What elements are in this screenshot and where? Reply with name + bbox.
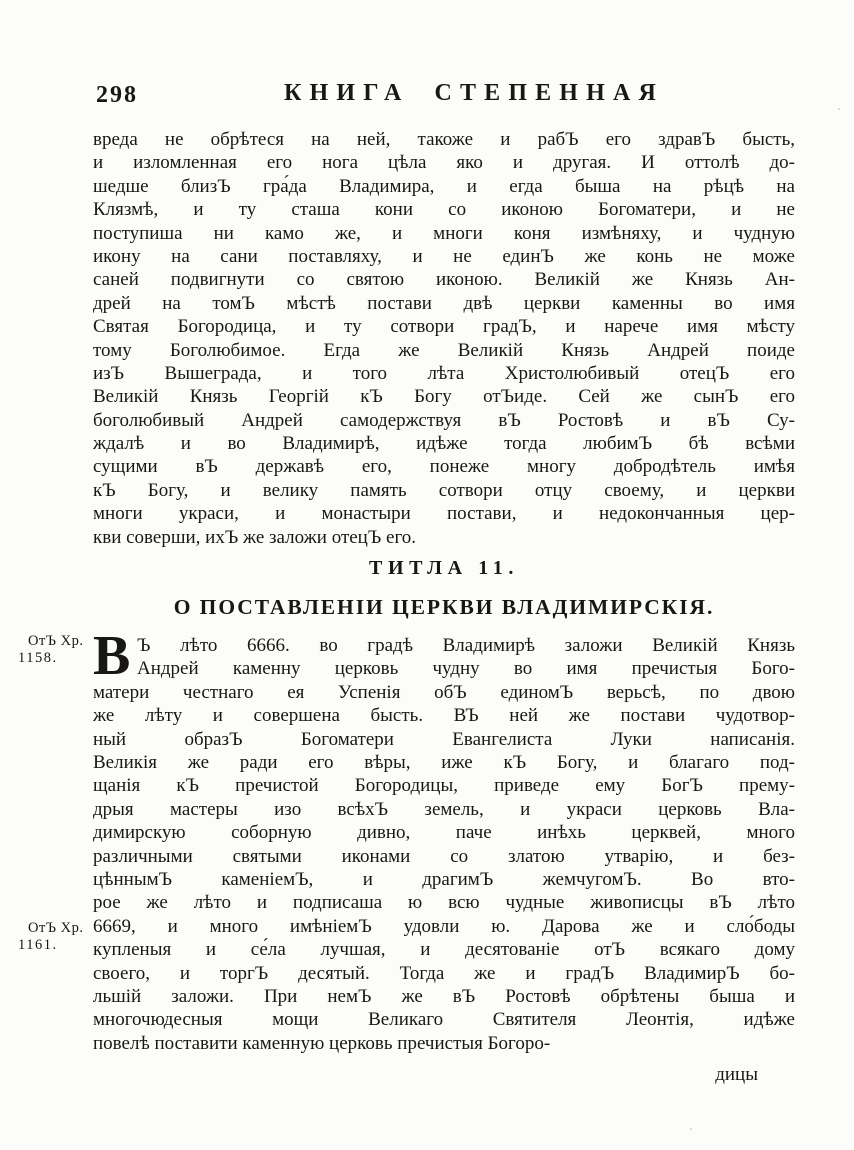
text-line: Великій Князь Георгій кЪ Богу отЪиде. Сей же сынЪ его [93, 386, 795, 408]
text-line: боголюбивый Андрей самодержствуя вЪ Ростовѣ и вЪ Су- [93, 409, 795, 431]
running-title: КНИГА СТЕПЕННАЯ [284, 80, 664, 106]
page-number: 298 [96, 82, 138, 108]
text-line: поступиша ни камо же, и многи коня измѣняху, и чудную [93, 222, 795, 244]
text-line: дрыя мастеры изо всѣхЪ земель, и украси церковь Вла- [93, 798, 795, 820]
text-line: ный образЪ Богоматери Евангелиста Луки написанія. [93, 728, 795, 750]
text-line: рое же лѣто и подписаша ю всю чудные живописцы вЪ лѣто [93, 892, 795, 914]
text-line: 6669, и много имѣніемЪ удовли ю. Дарова же и сло́боды [93, 915, 795, 937]
margin-note-year-1161 [16, 920, 100, 954]
text-line: ждалѣ и во Владимирѣ, идѣже тогда любимЪ бѣ всѣми [93, 433, 795, 455]
text-line: Ъ лѣто 6666. во градѣ Владимирѣ заложи Великій Князь [137, 635, 795, 657]
scan-speck [838, 108, 840, 110]
text-line: шедше близЪ гра́да Владимира, и егда быша на рѣцѣ на [93, 175, 795, 197]
text-line: и изломленная его нога цѣла яко и другая. И оттолѣ до- [93, 152, 795, 174]
text-line: повелѣ поставити каменную церковь пречистыя Богоро- [93, 1032, 551, 1054]
text-line: кви соверши, ихЪ же заложи отецЪ его. [93, 526, 417, 548]
text-line: многи украси, и монастыри постави, и недокончанныя цер- [93, 503, 795, 525]
text-line: своего, и торгЪ десятый. Тогда же и градЪ ВладимирЪ бо- [93, 962, 795, 984]
text-line: многочюдесныя мощи Великаго Святителя Леонтія, идѣже [93, 1009, 795, 1031]
margin-note-year-1158 [16, 633, 100, 667]
margin-note-year: 1161. [18, 937, 58, 953]
text-line: изЪ Вышеграда, и того лѣта Христолюбивый отецЪ его [93, 362, 795, 384]
scan-speck [690, 1128, 692, 1130]
margin-note-label: ОтЪ Хр. [28, 920, 84, 936]
text-line: щанія кЪ пречистой Богородицы, приведе ему БогЪ прему- [93, 775, 795, 797]
text-line: тому Боголюбимое. Егда же Великій Князь Андрей поиде [93, 339, 795, 361]
section-paragraph [93, 625, 795, 1055]
section-number-heading: ТИТЛА 11. [369, 557, 519, 580]
catchword: дицы [715, 1064, 758, 1085]
text-line: различными святыми иконами со златою утварію, и без- [93, 845, 795, 867]
paragraph-continuation [93, 128, 795, 549]
section-title-heading: О ПОСТАВЛЕНІИ ЦЕРКВИ ВЛАДИМИРСКІЯ. [173, 595, 715, 620]
text-line: сущими вЪ державѣ его, понеже многу добродѣтель имѣя [93, 456, 795, 478]
text-line: Клязмѣ, и ту сташа кони со иконою Богоматери, и не [93, 199, 795, 221]
text-line: дрей на томЪ мѣстѣ постави двѣ церкви каменны во имя [93, 292, 795, 314]
text-line: вреда не обрѣтеся на ней, такоже и рабЪ его здравЪ бысть, [93, 129, 795, 150]
text-line: Великія же ради его вѣры, иже кЪ Богу, и благаго под- [93, 751, 795, 773]
text-line: саней подвигнути со святою иконою. Великій же Князь Ан- [93, 269, 795, 291]
text-line: икону на сани поставляху, и не единЪ же конь не може [93, 245, 795, 267]
margin-note-year: 1158. [18, 650, 58, 666]
margin-note-label: ОтЪ Хр. [28, 633, 84, 649]
text-line: же лѣту и совершена бысть. ВЪ ней же постави чудотвор- [93, 705, 795, 727]
text-line: цѣннымЪ каменіемЪ, и драгимЪ жемчугомЪ. Во вто- [93, 868, 795, 890]
text-line: льшій заложи. При немЪ же вЪ Ростовѣ обрѣтены быша и [93, 985, 795, 1007]
text-line: матери честнаго ея Успенія обЪ единомЪ верьсѣ, по двою [93, 681, 795, 703]
text-line: Святая Богородица, и ту сотвори градЪ, и нарече имя мѣсту [93, 316, 795, 338]
text-line: димирскую соборную дивно, паче инѣхь церквей, много [93, 822, 795, 844]
text-line: кЪ Богу, и велику память сотвори отцу своему, и церкви [93, 479, 795, 501]
text-line: Андрей каменну церковь чудну во имя пречистыя Бого- [137, 658, 795, 680]
text-block [93, 128, 795, 1055]
text-line: купленыя и се́ла лучшая, и десятованіе отЪ всякаго дому [93, 939, 795, 961]
scan-speck [104, 182, 107, 186]
drop-cap: В [93, 625, 131, 688]
